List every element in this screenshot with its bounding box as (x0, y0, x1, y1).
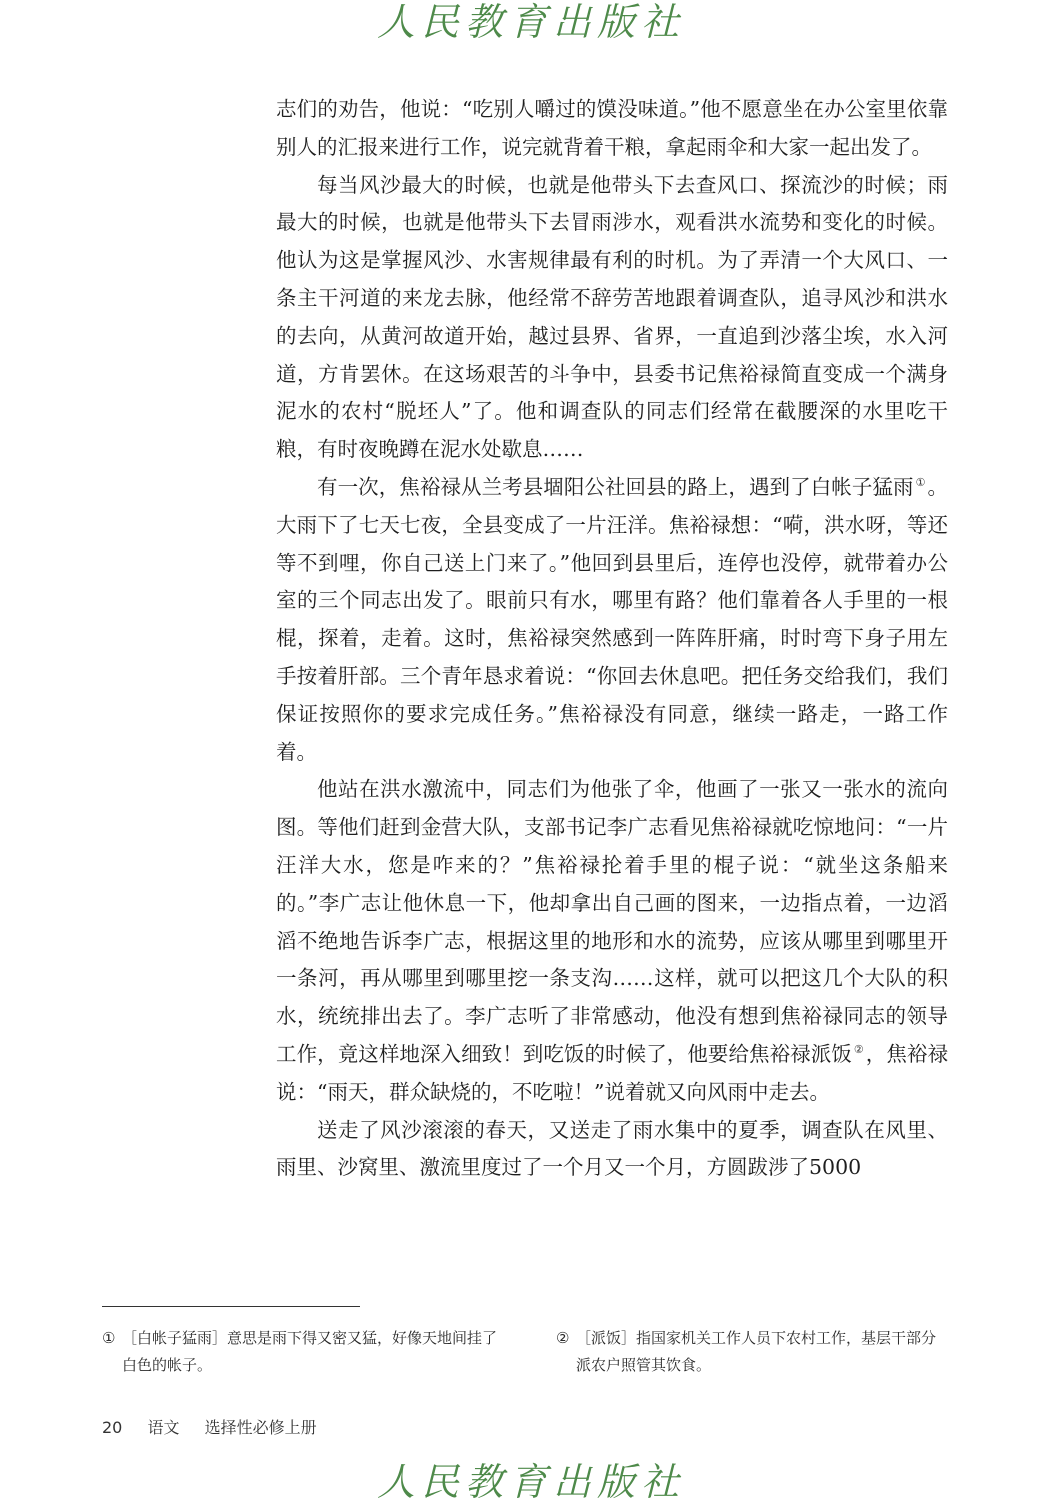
paragraph-4-text-a: 他站在洪水激流中，同志们为他张了伞，他画了一张又一张水的流向图。等他们赶到金营大队，支部书记李广志看见焦裕禄就吃惊地问：“一片汪洋大水，您是咋来的？”焦裕禄抡着手里的棍子说：“就坐这条船来的。”李广志让他休息一下，他却拿出自己画的图来，一边指点着，一边滔滔不绝地告诉李广志，根据这里的地形和水的流势，应该从哪里到哪里开一条河，再从哪里到哪里挖一条支沟……这样，就可以把这几个大队的积水，统统排出去了。李广志听了非常感动，他没有想到焦裕禄同志的领导工作，竟这样地深入细致！到吃饭的时候了，他要给焦裕禄派饭 (276, 777, 948, 1066)
publisher-watermark-bottom: 人民教育出版社 (376, 1460, 685, 1504)
footnote-ref-1[interactable]: ① (915, 476, 926, 490)
footnote-2 (556, 1325, 948, 1379)
footnote-1-mark: ① (102, 1329, 116, 1347)
page-footer (102, 1416, 337, 1440)
footnote-ref-2[interactable]: ② (853, 1043, 864, 1057)
paragraph-4 (276, 771, 948, 1111)
paragraph-1: 志们的劝告，他说：“吃别人嚼过的馍没味道。”他不愿意坐在办公室里依靠别人的汇报来进行工作，说完就背着干粮，拿起雨伞和大家一起出发了。 (276, 97, 948, 159)
subject-label: 语文 (147, 1418, 180, 1437)
footnote-divider (102, 1306, 360, 1307)
paragraph-4-text-b: ，焦裕禄说：“雨天，群众缺烧的，不吃啦！”说着就又向风雨中走去。 (276, 1041, 948, 1104)
paragraph-3-text-b: 。大雨下了七天七夜，全县变成了一片汪洋。焦裕禄想：“嗬，洪水呀，等还等不到哩，你自己送上门来了。”他回到县里后，连停也没停，就带着办公室的三个同志出发了。眼前只有水，哪里有路？他们靠着各人手里的一根棍，探着，走着。这时，焦裕禄突然感到一阵阵肝痛，时时弯下身子用左手按着肝部。三个青年恳求着说：“你回去休息吧。把任务交给我们，我们保证按照你的要求完成任务。”焦裕禄没有同意，继续一路走，一路工作着。 (276, 474, 948, 764)
paragraph-3 (276, 469, 948, 771)
paragraph-2: 每当风沙最大的时候，也就是他带头下去查风口、探流沙的时候；雨最大的时候，也就是他带头下去冒雨涉水，观看洪水流势和变化的时候。他认为这是掌握风沙、水害规律最有利的时机。为了弄清一个大风口、一条主干河道的来龙去脉，他经常不辞劳苦地跟着调查队，追寻风沙和洪水的去向，从黄河故道开始，越过县界、省界，一直追到沙落尘埃，水入河道，方肯罢休。在这场艰苦的斗争中，县委书记焦裕禄简直变成一个满身泥水的农村“脱坯人”了。他和调查队的同志们经常在截腰深的水里吃干粮，有时夜晚蹲在泥水处歇息…… (276, 172, 948, 462)
paragraph-5: 送走了风沙滚滚的春天，又送走了雨水集中的夏季，调查队在风里、雨里、沙窝里、激流里度过了一个月又一个月，方圆跋涉了5000 (276, 1117, 948, 1180)
footnote-1-text: ［白帐子猛雨］意思是雨下得又密又猛，好像天地间挂了白色的帐子。 (122, 1329, 498, 1374)
publisher-watermark-top: 人民教育出版社 (376, 0, 685, 44)
footnote-2-text: ［派饭］指国家机关工作人员下农村工作，基层干部分派农户照管其饮食。 (576, 1329, 937, 1374)
footnote-2-mark: ② (556, 1329, 570, 1347)
main-text (276, 91, 948, 1187)
page-number: 20 (102, 1418, 123, 1437)
paragraph-3-text-a: 有一次，焦裕禄从兰考县堌阳公社回县的路上，遇到了白帐子猛雨 (317, 474, 914, 499)
book-title: 选择性必修上册 (204, 1418, 317, 1437)
footnote-1 (102, 1325, 502, 1379)
